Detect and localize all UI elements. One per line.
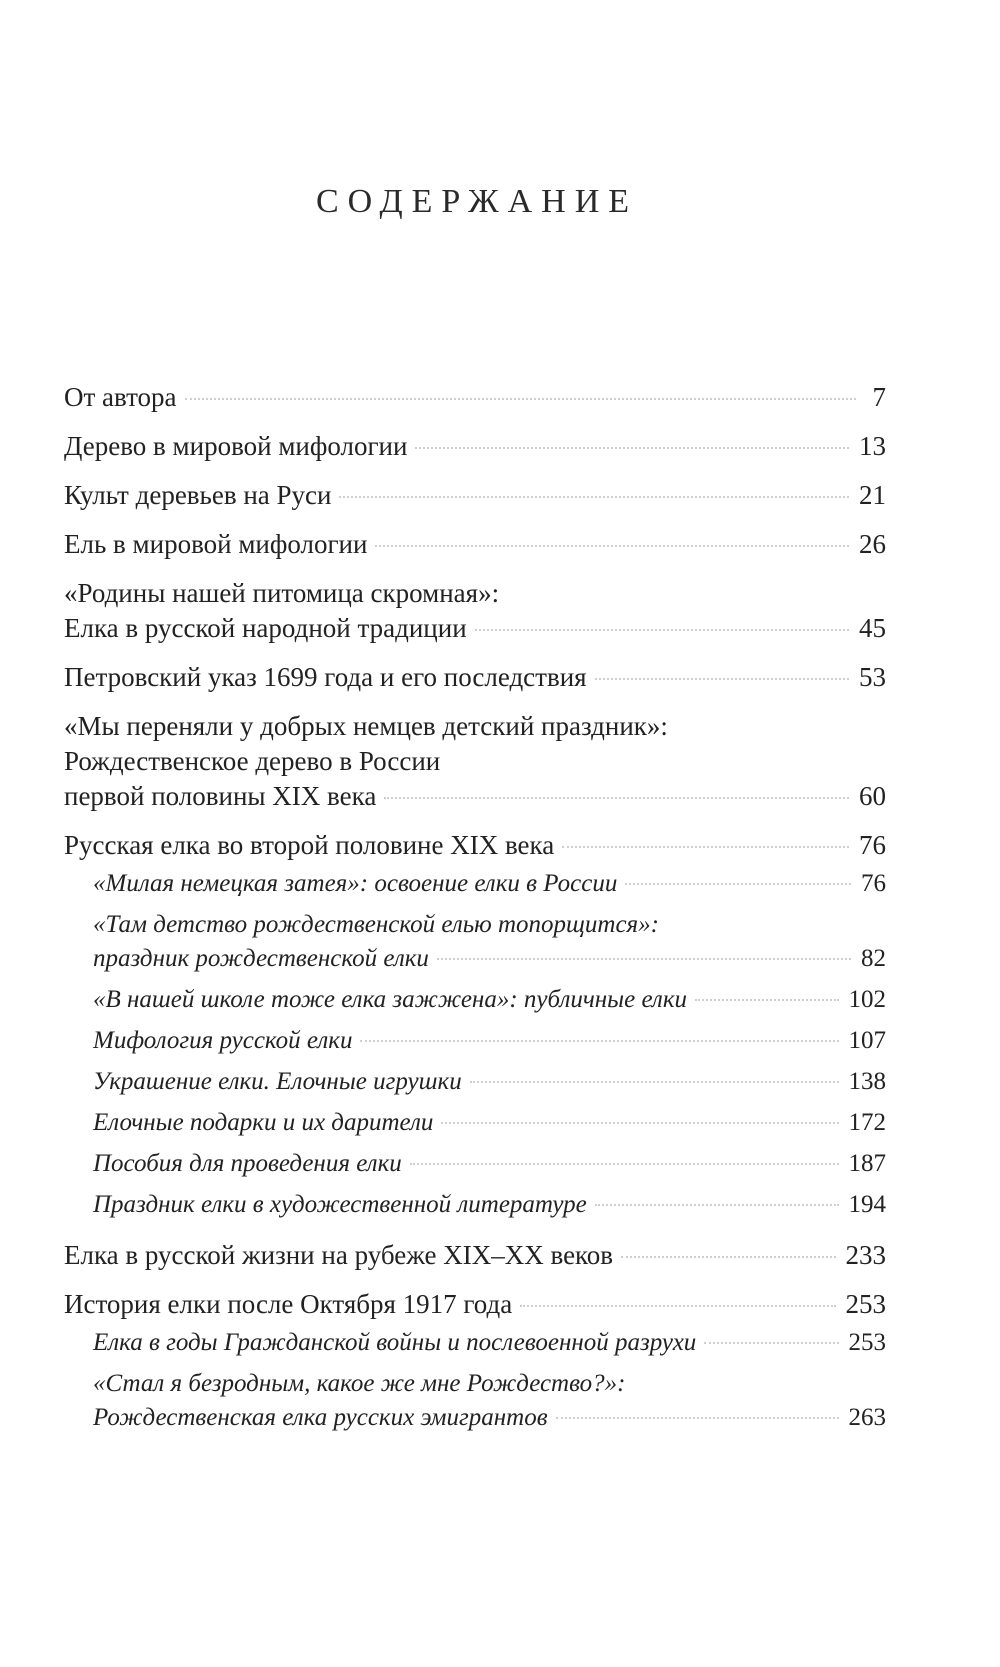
page-number: 107 bbox=[848, 1027, 886, 1054]
entry-title: Пособия для проведения елки bbox=[93, 1150, 402, 1177]
entry-title: Елка в годы Гражданской войны и послевоенной разрухи bbox=[93, 1329, 697, 1356]
dot-leader bbox=[339, 496, 849, 498]
entry-row bbox=[93, 1326, 886, 1360]
dot-leader bbox=[625, 883, 851, 885]
entry-title: «Милая немецкая затея»: освоение елки в России bbox=[93, 870, 618, 897]
toc-entry bbox=[64, 478, 886, 513]
toc-subentry bbox=[64, 983, 886, 1017]
page-number: 138 bbox=[848, 1068, 886, 1095]
toc-entry bbox=[64, 1238, 886, 1273]
dot-leader bbox=[475, 629, 849, 631]
entry-title: Украшение елки. Елочные игрушки bbox=[93, 1068, 462, 1095]
page-number: 21 bbox=[859, 480, 886, 510]
page-number: 194 bbox=[848, 1191, 886, 1218]
entry-row bbox=[93, 1401, 886, 1435]
page-number: 76 bbox=[859, 830, 886, 860]
toc-entry bbox=[64, 660, 886, 695]
entry-title-line: Рождественское дерево в России bbox=[64, 746, 441, 776]
dot-leader bbox=[360, 1040, 838, 1042]
entry-row bbox=[64, 611, 886, 646]
toc-subentry bbox=[64, 1188, 886, 1222]
entry-row bbox=[93, 1106, 886, 1140]
toc-entry bbox=[64, 429, 886, 464]
page-number: 60 bbox=[859, 781, 886, 811]
toc-entry bbox=[64, 576, 886, 646]
page-number: 82 bbox=[861, 945, 886, 972]
dot-leader bbox=[384, 797, 849, 799]
page-number: 253 bbox=[845, 1289, 886, 1319]
page-title: СОДЕРЖАНИЕ bbox=[315, 183, 639, 220]
dot-leader bbox=[556, 1417, 839, 1419]
dot-leader bbox=[562, 846, 849, 848]
dot-leader bbox=[410, 1163, 839, 1165]
page-number: 26 bbox=[859, 529, 886, 559]
entry-row bbox=[93, 1147, 886, 1181]
entry-row bbox=[93, 1065, 886, 1099]
page-number: 45 bbox=[859, 613, 886, 643]
entry-title: «В нашей школе тоже елка зажжена»: публичные елки bbox=[93, 986, 688, 1013]
entry-title: Дерево в мировой мифологии bbox=[64, 431, 408, 461]
page-number: 263 bbox=[848, 1404, 886, 1431]
entry-row bbox=[93, 1188, 886, 1222]
page-number: 253 bbox=[848, 1329, 886, 1356]
entry-row bbox=[64, 478, 886, 513]
entry-row bbox=[64, 1287, 886, 1322]
entry-title: История елки после Октября 1917 года bbox=[64, 1289, 513, 1319]
entry-row bbox=[93, 867, 886, 901]
toc-subentry bbox=[64, 867, 886, 901]
page-number: 7 bbox=[872, 382, 886, 412]
entry-row bbox=[64, 527, 886, 562]
entry-title: Праздник елки в художественной литературе bbox=[93, 1191, 587, 1218]
dot-leader bbox=[595, 678, 849, 680]
toc-subentry bbox=[64, 1065, 886, 1099]
entry-row bbox=[93, 1024, 886, 1058]
dot-leader bbox=[520, 1305, 835, 1307]
entry-title: Елка в русской жизни на рубеже XIX–XX веков bbox=[64, 1240, 614, 1270]
page-number: 233 bbox=[845, 1240, 886, 1270]
dot-leader bbox=[437, 958, 851, 960]
dot-leader bbox=[185, 398, 856, 400]
toc-subentry bbox=[64, 1326, 886, 1360]
entry-title-line: «Там детство рождественской елью топорщится»: bbox=[93, 911, 659, 938]
entry-row bbox=[64, 660, 886, 695]
dot-leader bbox=[621, 1256, 835, 1258]
entry-row bbox=[93, 983, 886, 1017]
toc-subentry bbox=[64, 1367, 886, 1435]
dot-leader bbox=[704, 1342, 838, 1344]
toc-entry bbox=[64, 1287, 886, 1322]
entry-title: Культ деревьев на Руси bbox=[64, 480, 332, 510]
page-number: 172 bbox=[848, 1109, 886, 1136]
entry-title: праздник рождественской елки bbox=[93, 945, 429, 972]
toc-subentry bbox=[64, 1106, 886, 1140]
dot-leader bbox=[695, 999, 838, 1001]
page-number: 76 bbox=[861, 870, 886, 897]
entry-title-line: «Родины нашей питомица скромная»: bbox=[64, 578, 500, 608]
dot-leader bbox=[595, 1204, 839, 1206]
entry-row bbox=[93, 942, 886, 976]
entry-row bbox=[64, 429, 886, 464]
toc-subentry bbox=[64, 908, 886, 976]
entry-title: Мифология русской елки bbox=[93, 1027, 353, 1054]
page-number: 187 bbox=[848, 1150, 886, 1177]
toc-entry bbox=[64, 709, 886, 814]
dot-leader bbox=[415, 447, 849, 449]
page-number: 102 bbox=[848, 986, 886, 1013]
dot-leader bbox=[441, 1122, 838, 1124]
table-of-contents bbox=[64, 380, 886, 1451]
toc-entry bbox=[64, 828, 886, 863]
entry-title-line: «Стал я безродным, какое же мне Рождество?»: bbox=[93, 1370, 626, 1397]
page-number: 53 bbox=[859, 662, 886, 692]
toc-entry bbox=[64, 527, 886, 562]
entry-title: Петровский указ 1699 года и его последствия bbox=[64, 662, 587, 692]
entry-title: первой половины XIX века bbox=[64, 781, 377, 811]
entry-title-line: «Мы переняли у добрых немцев детский праздник»: bbox=[64, 711, 668, 741]
entry-row bbox=[64, 828, 886, 863]
entry-title: Рождественская елка русских эмигрантов bbox=[93, 1404, 548, 1431]
entry-title: Елка в русской народной традиции bbox=[64, 613, 467, 643]
entry-title: Елочные подарки и их дарители bbox=[93, 1109, 434, 1136]
dot-leader bbox=[470, 1081, 839, 1083]
entry-title: От автора bbox=[64, 382, 177, 412]
toc-subentry bbox=[64, 1024, 886, 1058]
entry-title: Ель в мировой мифологии bbox=[64, 529, 368, 559]
entry-row bbox=[64, 380, 886, 415]
dot-leader bbox=[375, 545, 849, 547]
page-number: 13 bbox=[859, 431, 886, 461]
entry-row bbox=[64, 779, 886, 814]
toc-subentry bbox=[64, 1147, 886, 1181]
entry-title: Русская елка во второй половине XIX века bbox=[64, 830, 555, 860]
entry-row bbox=[64, 1238, 886, 1273]
toc-entry bbox=[64, 380, 886, 415]
